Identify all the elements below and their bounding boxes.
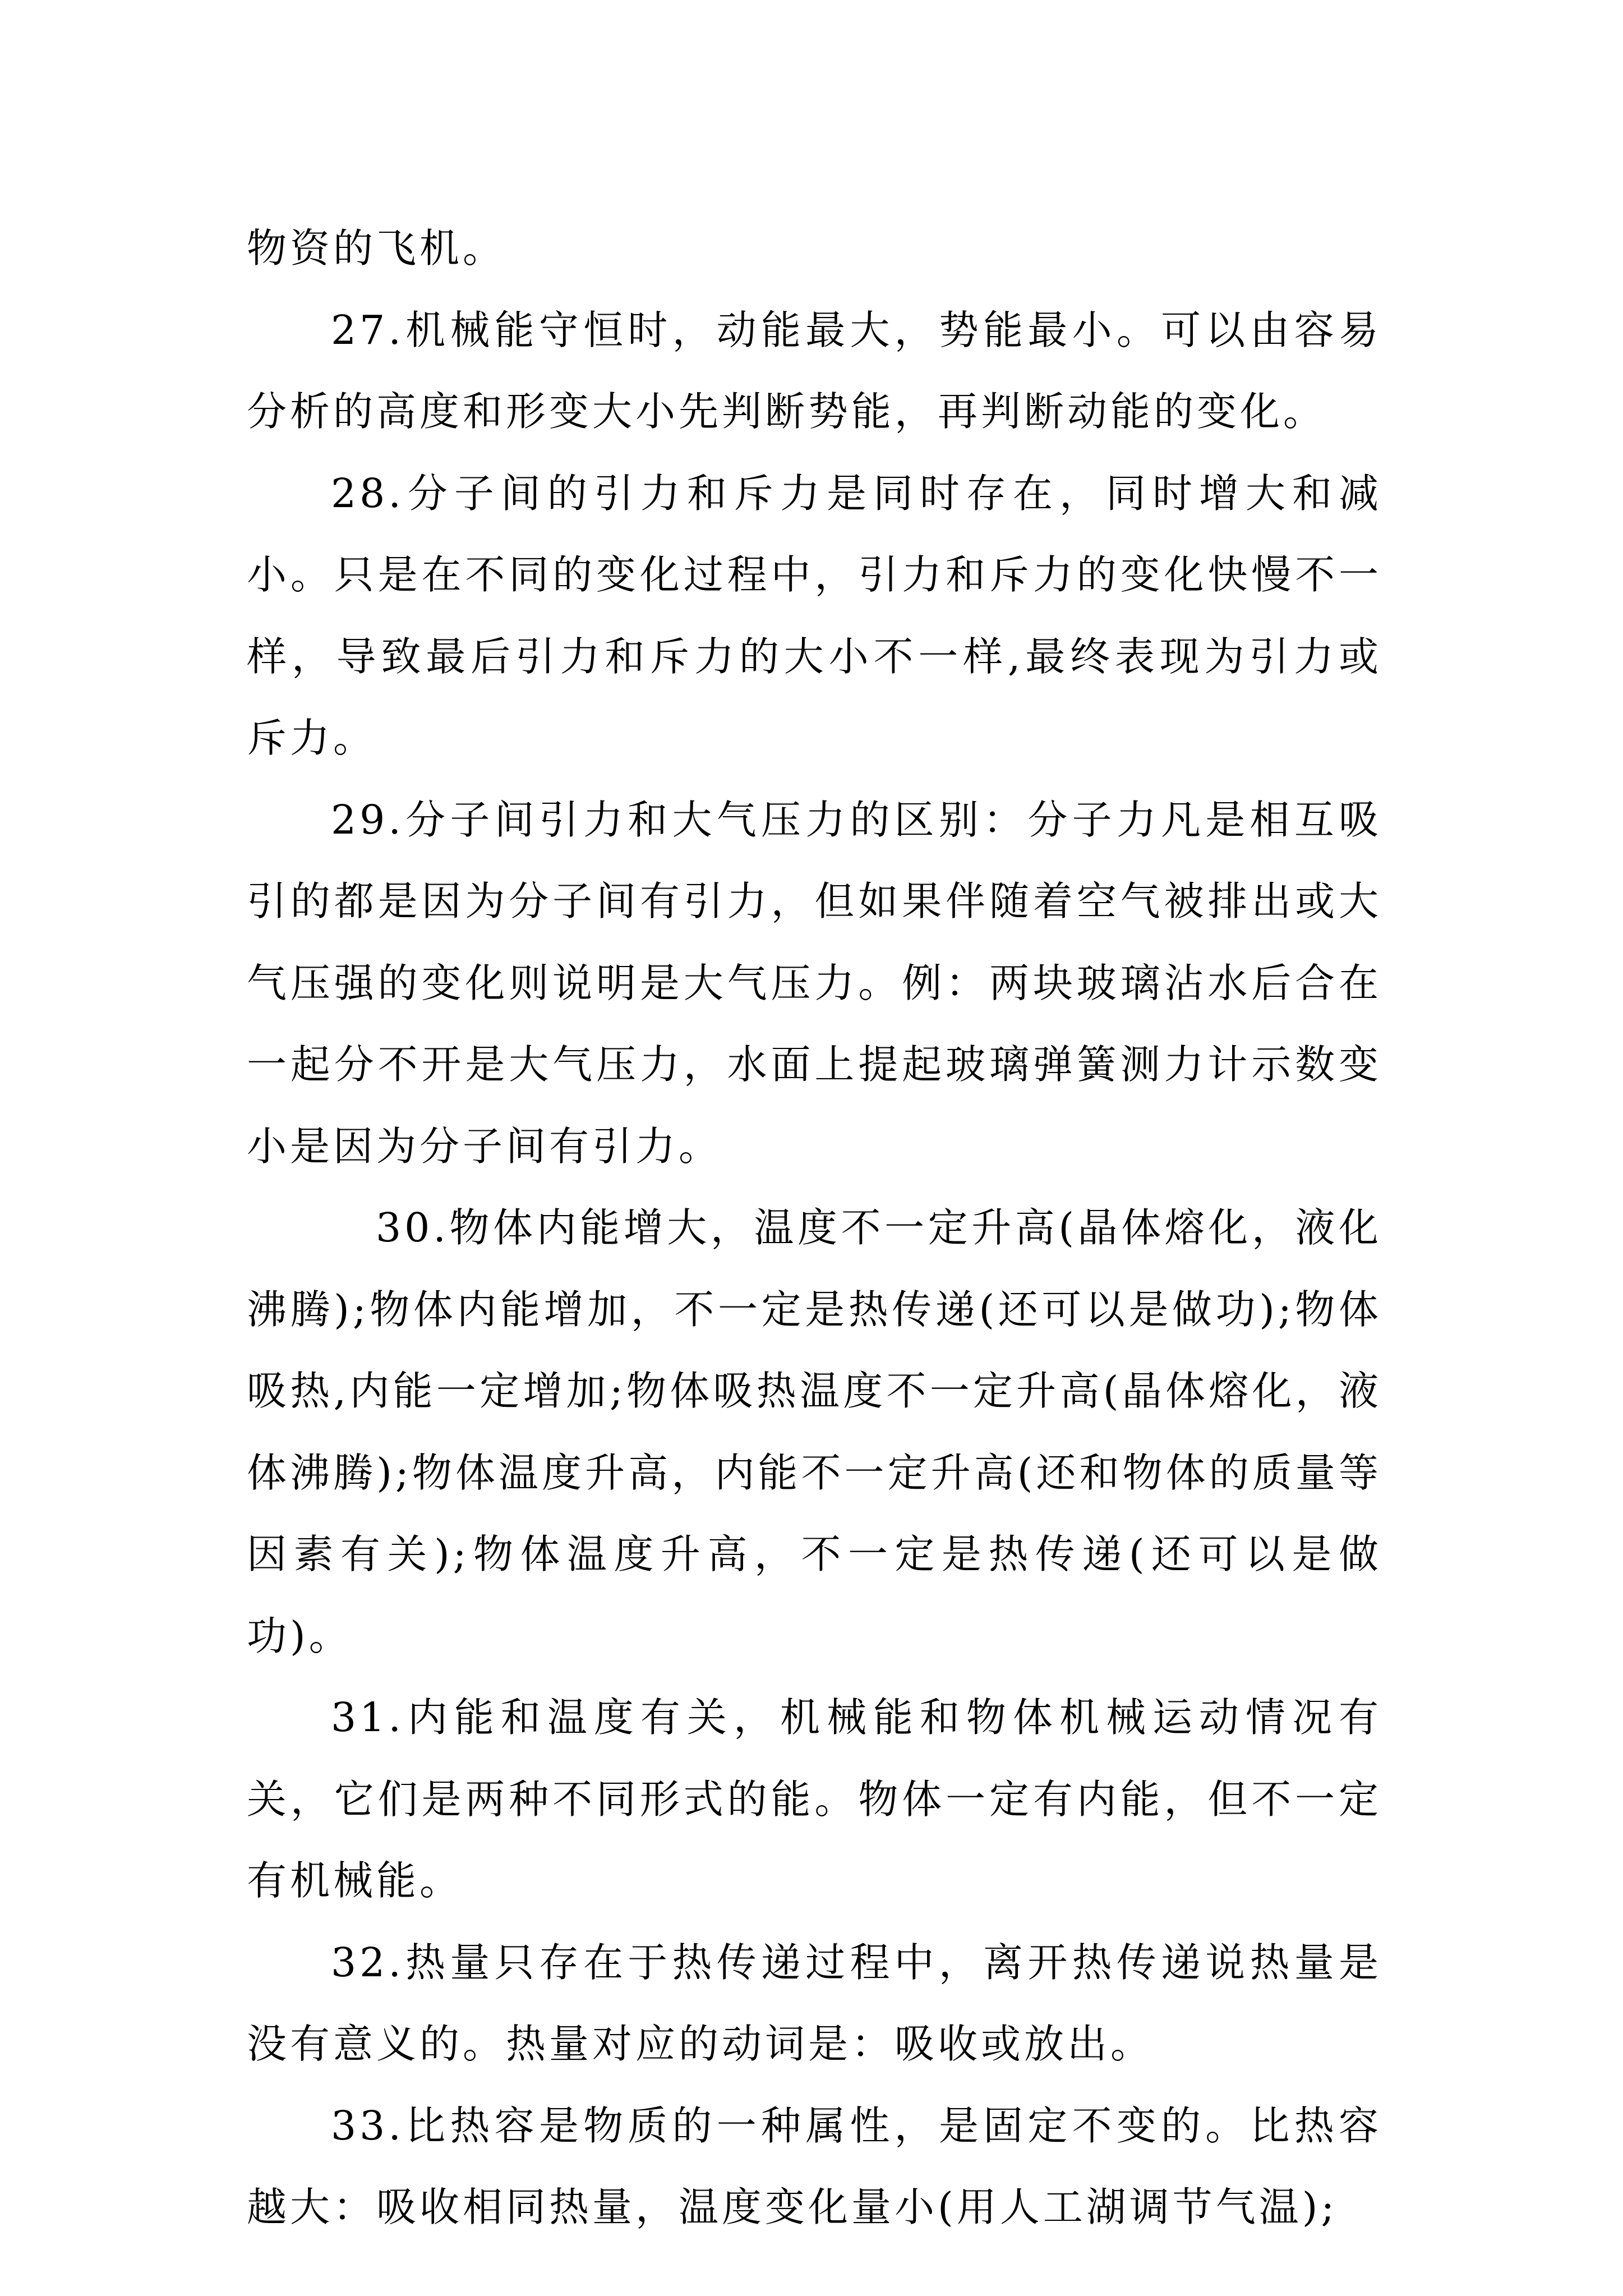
paragraph-32: 32.热量只存在于热传递过程中，离开热传递说热量是没有意义的。热量对应的动词是：吸收或放出。 <box>247 1939 1382 2067</box>
paragraph-33: 33.比热容是物质的一种属性，是固定不变的。比热容越大：吸收相同热量，温度变化量小(用人工湖调节气温); <box>247 2102 1382 2230</box>
paragraph-continuation: 物资的飞机。 <box>247 225 506 272</box>
body-text <box>247 208 1382 2248</box>
paragraph-28: 28.分子间的引力和斥力是同时存在，同时增大和减小。只是在不同的变化过程中，引力和斥力的变化快慢不一样，导致最后引力和斥力的大小不一样,最终表现为引力或斥力。 <box>247 470 1382 761</box>
paragraph-30: 30.物体内能增大，温度不一定升高(晶体熔化，液化沸腾);物体内能增加，不一定是热传递(还可以是做功);物体吸热,内能一定增加;物体吸热温度不一定升高(晶体熔化，液体沸腾);物体温度升高，内能不一定升高(还和物体的质量等因素有关);物体温度升高，不一定是热传递(还可以是做功)。 <box>247 1204 1382 1659</box>
paragraph-31: 31.内能和温度有关，机械能和物体机械运动情况有关，它们是两种不同形式的能。物体一定有内能，但不一定有机械能。 <box>247 1694 1382 1904</box>
paragraph-29: 29.分子间引力和大气压力的区别：分子力凡是相互吸引的都是因为分子间有引力，但如果伴随着空气被排出或大气压强的变化则说明是大气压力。例：两块玻璃沾水后合在一起分不开是大气压力，水面上提起玻璃弹簧测力计示数变小是因为分子间有引力。 <box>247 796 1382 1170</box>
paragraph-27: 27.机械能守恒时，动能最大，势能最小。可以由容易分析的高度和形变大小先判断势能，再判断动能的变化。 <box>247 306 1382 435</box>
